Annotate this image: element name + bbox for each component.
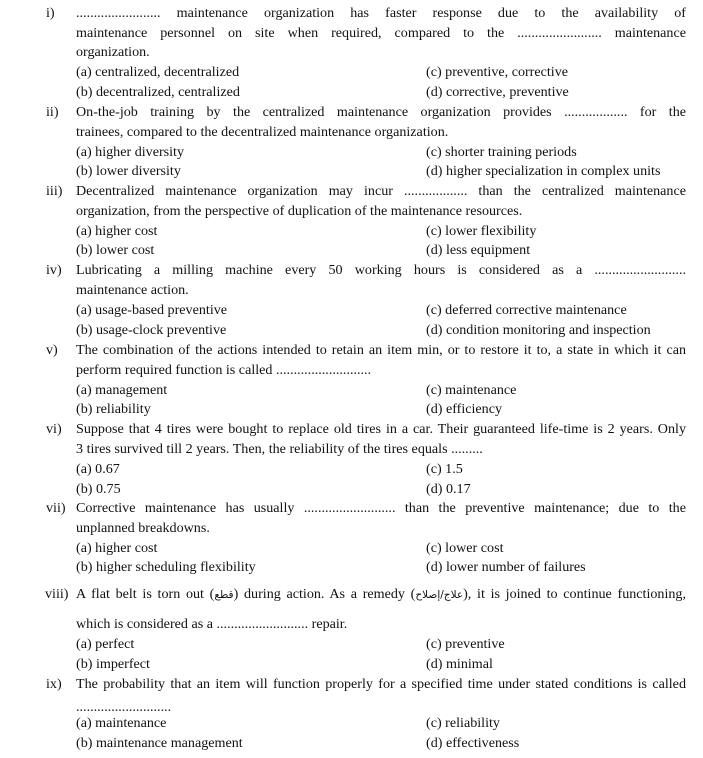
stem-text: A flat belt is torn out ( — [76, 586, 215, 602]
question-stem — [76, 585, 686, 606]
option-d: (d) effectiveness — [426, 735, 520, 751]
question-stem — [76, 675, 686, 695]
option-b: (b) maintenance management — [76, 735, 243, 751]
option-d: (d) corrective, preventive — [426, 84, 569, 100]
option-a: (a) perfect — [76, 636, 135, 652]
option-b: (b) reliability — [76, 401, 151, 417]
stem-line: organization. — [76, 44, 150, 61]
stem-line: The probability that an item will function properly for a specified time under stated conditions is called — [76, 676, 686, 692]
option-b: (b) usage-clock preventive — [76, 322, 227, 338]
option-c: (c) preventive, corrective — [426, 64, 569, 80]
option-d: (d) minimal — [426, 656, 493, 672]
question-stem — [76, 341, 686, 380]
stem-line: organization, from the perspective of duplication of the maintenance resources. — [76, 202, 523, 219]
option-d: (d) lower number of failures — [426, 559, 586, 575]
option-a: (a) maintenance — [76, 715, 167, 731]
stem-line: maintenance action. — [76, 281, 189, 298]
stem-line: 3 tires survived till 2 years. Then, the reliability of the tires equals ......... — [76, 440, 483, 457]
option-c: (c) 1.5 — [426, 461, 463, 477]
question-number: ii) — [46, 104, 59, 120]
option-d: (d) efficiency — [426, 401, 503, 417]
stem-line: perform required function is called ........................... — [76, 361, 372, 378]
question-number: iv) — [46, 262, 62, 278]
option-d: (d) higher specialization in complex units — [426, 163, 661, 179]
option-b: (b) lower cost — [76, 242, 155, 258]
option-a: (a) higher cost — [76, 223, 158, 239]
option-a: (a) centralized, decentralized — [76, 64, 240, 80]
option-a: (a) 0.67 — [76, 461, 120, 477]
option-a: (a) higher cost — [76, 540, 158, 556]
question-stem — [76, 4, 686, 63]
stem-line: Decentralized maintenance organization may incur .................. than the centralized maintenance — [76, 183, 686, 199]
question-stem-cont — [76, 615, 686, 635]
stem-line: The combination of the actions intended to retain an item min, or to restore it to, a state in which it can — [76, 342, 686, 358]
question-stem — [76, 420, 686, 459]
option-c: (c) preventive — [426, 636, 505, 652]
stem-line: ........................... — [76, 699, 172, 715]
option-b: (b) decentralized, centralized — [76, 84, 240, 100]
question-stem — [76, 261, 686, 300]
arabic-gloss: علاج/إصلاح — [415, 589, 464, 601]
option-d: (d) condition monitoring and inspection — [426, 322, 651, 338]
stem-line: trainees, compared to the decentralized maintenance organization. — [76, 123, 449, 140]
option-b: (b) imperfect — [76, 656, 150, 672]
option-b: (b) 0.75 — [76, 481, 121, 497]
arabic-gloss: قطع — [214, 589, 234, 601]
question-number: vi) — [46, 421, 62, 437]
option-c: (c) deferred corrective maintenance — [426, 302, 627, 318]
question-number: viii) — [45, 586, 69, 602]
stem-line: maintenance personnel on site when required, compared to the ........................ maintenance — [76, 24, 686, 41]
question-stem — [76, 103, 686, 142]
option-a: (a) management — [76, 382, 168, 398]
question-number: vii) — [46, 500, 66, 516]
stem-line: Suppose that 4 tires were bought to replace old tires in a car. Their guaranteed life-time is 2 years. Only — [76, 421, 686, 437]
stem-line: ........................ maintenance organization has faster response due to the availability of — [76, 5, 686, 21]
option-c: (c) lower cost — [426, 540, 504, 556]
question-stem-cont — [76, 698, 686, 718]
stem-line: On-the-job training by the centralized maintenance organization provides .................. for the — [76, 104, 686, 120]
stem-text: ), it is joined to continue functioning, — [463, 586, 687, 602]
option-c: (c) lower flexibility — [426, 223, 537, 239]
stem-line: Corrective maintenance has usually .......................... than the preventive maintenance; due to the — [76, 500, 686, 516]
option-c: (c) maintenance — [426, 382, 517, 398]
stem-line: unplanned breakdowns. — [76, 519, 210, 536]
question-number: iii) — [46, 183, 63, 199]
question-stem — [76, 499, 686, 538]
question-stem — [76, 182, 686, 221]
stem-line — [76, 585, 686, 606]
question-number: v) — [46, 342, 58, 358]
question-number: i) — [46, 5, 55, 21]
stem-line: which is considered as a .......................... repair. — [76, 616, 348, 632]
question-number: ix) — [46, 676, 62, 692]
option-a: (a) usage-based preventive — [76, 302, 228, 318]
option-a: (a) higher diversity — [76, 144, 185, 160]
option-b: (b) lower diversity — [76, 163, 181, 179]
stem-text: ) during action. As a remedy ( — [233, 586, 416, 602]
stem-line: Lubricating a milling machine every 50 working hours is considered as a .......................... — [76, 262, 686, 278]
option-d: (d) less equipment — [426, 242, 531, 258]
option-c: (c) shorter training periods — [426, 144, 577, 160]
option-c: (c) reliability — [426, 715, 500, 731]
option-d: (d) 0.17 — [426, 481, 471, 497]
option-b: (b) higher scheduling flexibility — [76, 559, 256, 575]
